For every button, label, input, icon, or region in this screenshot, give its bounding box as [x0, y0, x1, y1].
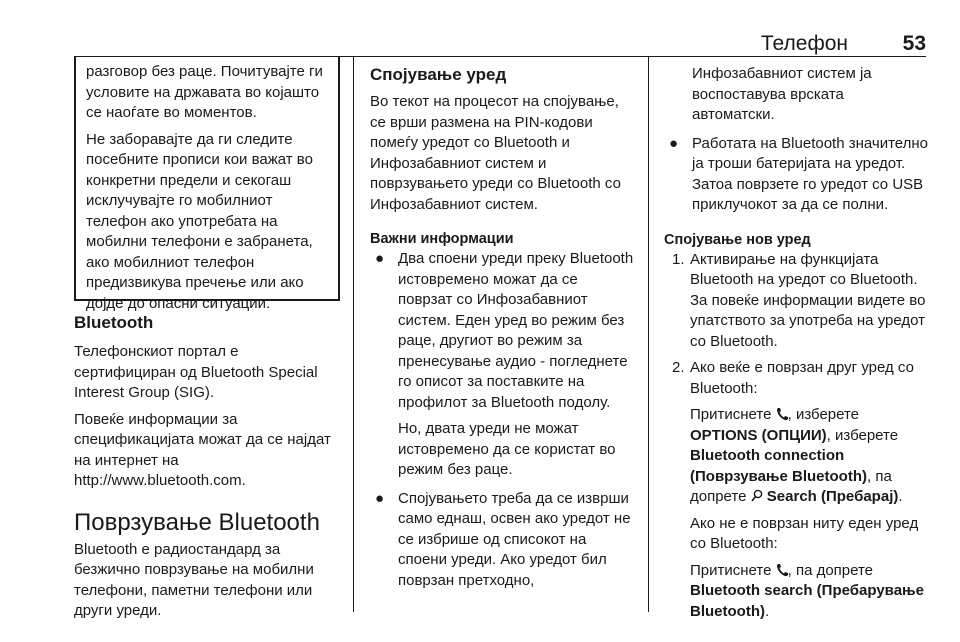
- step-2-instruction-b: [690, 561, 928, 623]
- instruction-fragment: , изберете: [787, 406, 860, 423]
- pairing-continued: [664, 64, 928, 622]
- pairing-section: [370, 64, 634, 591]
- search-icon: [751, 489, 763, 503]
- page-title: Телефон: [760, 32, 848, 55]
- instruction-fragment: , па допрете: [787, 561, 874, 579]
- instruction-fragment: , па допрете: [690, 467, 892, 505]
- note-paragraph-1: разговор без раце. Почитувајте ги условите на државата во којашто се наоѓате во моментов.: [86, 63, 323, 121]
- bullet-dot: ●: [669, 134, 679, 152]
- bullet-dot: ●: [375, 489, 385, 507]
- phone-icon: [776, 563, 788, 577]
- bullet-dot: ●: [375, 250, 385, 267]
- step-1-text: Активирање на функцијата Bluetooth на уредот со Bluetooth. За повеќе информации видете во упатството за употреба на уредот со Bluetooth.: [690, 250, 926, 350]
- new-device-heading: Спојување нов уред: [664, 231, 811, 248]
- bullet-item: [370, 489, 634, 592]
- column-divider-1: [353, 56, 354, 612]
- page-number: 53: [902, 32, 926, 55]
- step-number: 2.: [672, 359, 685, 376]
- step-2: [664, 358, 928, 622]
- column-divider-2: [648, 56, 649, 612]
- period: .: [764, 602, 770, 620]
- press-label: Притиснете: [690, 561, 772, 579]
- continued-text: Инфозабавниот систем ја воспоставува врската автоматски.: [692, 65, 872, 123]
- bluetooth-paragraph-1: Телефонскиот портал е сертифициран од Bluetooth Special Interest Group (SIG).: [74, 343, 318, 401]
- bullet-text-1-cont: Но, двата уреди не можат истовремено да се користат во режим без раце.: [398, 420, 616, 478]
- bullet-text-1: Два споени уреди преку Bluetooth истовремено можат да се поврзат со Инфозабавниот систем. Еден уред во режим без раце, другиот во режим за пренесување аудио - погледнете го описот за поставките на профилот за Bluetooth подолу.: [398, 250, 634, 411]
- bullet-item: [664, 134, 928, 216]
- bullet-text-3: Работата на Bluetooth значително ја троши батеријата на уредот. Затоа поврзете го уредот со USB приклучокот за да се полни.: [692, 134, 929, 213]
- no-device-text: Ако не е поврзан ниту еден уред со Bluetooth:: [690, 514, 919, 552]
- step-number: 1.: [672, 250, 685, 268]
- period: .: [898, 488, 903, 505]
- press-label: Притиснете: [690, 406, 772, 423]
- bluetooth-section: [74, 312, 342, 622]
- bluetooth-paragraph-2: Повеќе информации за спецификацијата можат да се најдат на интернет на http://www.bluetooth.com.: [74, 410, 331, 489]
- step-1: [664, 250, 928, 353]
- bullet-text-2: Спојувањето треба да се изврши само еднаш, освен ако уредот не се избрише од списокот на споени уреди. Ако уредот бил поврзан претходно,: [398, 489, 631, 589]
- bullet-item: [370, 249, 634, 481]
- pairing-heading: Спојување уред: [370, 65, 507, 84]
- note-box: [74, 56, 340, 312]
- connect-bluetooth-paragraph: Bluetooth е радиостандард за безжично поврзување на мобилни телефони, паметни телефони или други уреди.: [74, 540, 314, 619]
- connect-bluetooth-heading: Поврзување Bluetooth: [74, 508, 320, 536]
- bullet-continuation: [664, 64, 928, 126]
- bluetooth-connection-label: Bluetooth connection (Поврзување Bluetooth): [690, 447, 867, 485]
- bluetooth-heading: Bluetooth: [74, 313, 154, 332]
- search-label: Search (Пребарај): [766, 488, 899, 505]
- bluetooth-search-label: Bluetooth search (Пребарување Bluetooth): [690, 582, 924, 620]
- pairing-paragraph: Во текот на процесот на спојување, се врши размена на PIN-кодови помеѓу уредот со Bluetooth и Инфозабавниот систем и поврзувањето уреди со Bluetooth со Инфозабавниот систем.: [370, 93, 621, 213]
- step-2-text: Ако веќе е поврзан друг уред со Bluetooth:: [690, 359, 914, 397]
- options-label: OPTIONS (ОПЦИИ): [690, 426, 827, 444]
- important-heading: Важни информации: [370, 231, 514, 247]
- phone-icon: [776, 407, 788, 421]
- note-paragraph-2: Не заборавајте да ги следите посебните прописи кои важат во конкретни предели и секогаш исклучувајте го мобилниот телефон ако употребата на мобилни телефони е забранета, ако мобилниот телефон предизвикува пречење или ако дојде до опасни ситуации.: [86, 130, 313, 312]
- instruction-fragment: , изберете: [826, 426, 899, 444]
- step-2-instruction: [690, 405, 928, 508]
